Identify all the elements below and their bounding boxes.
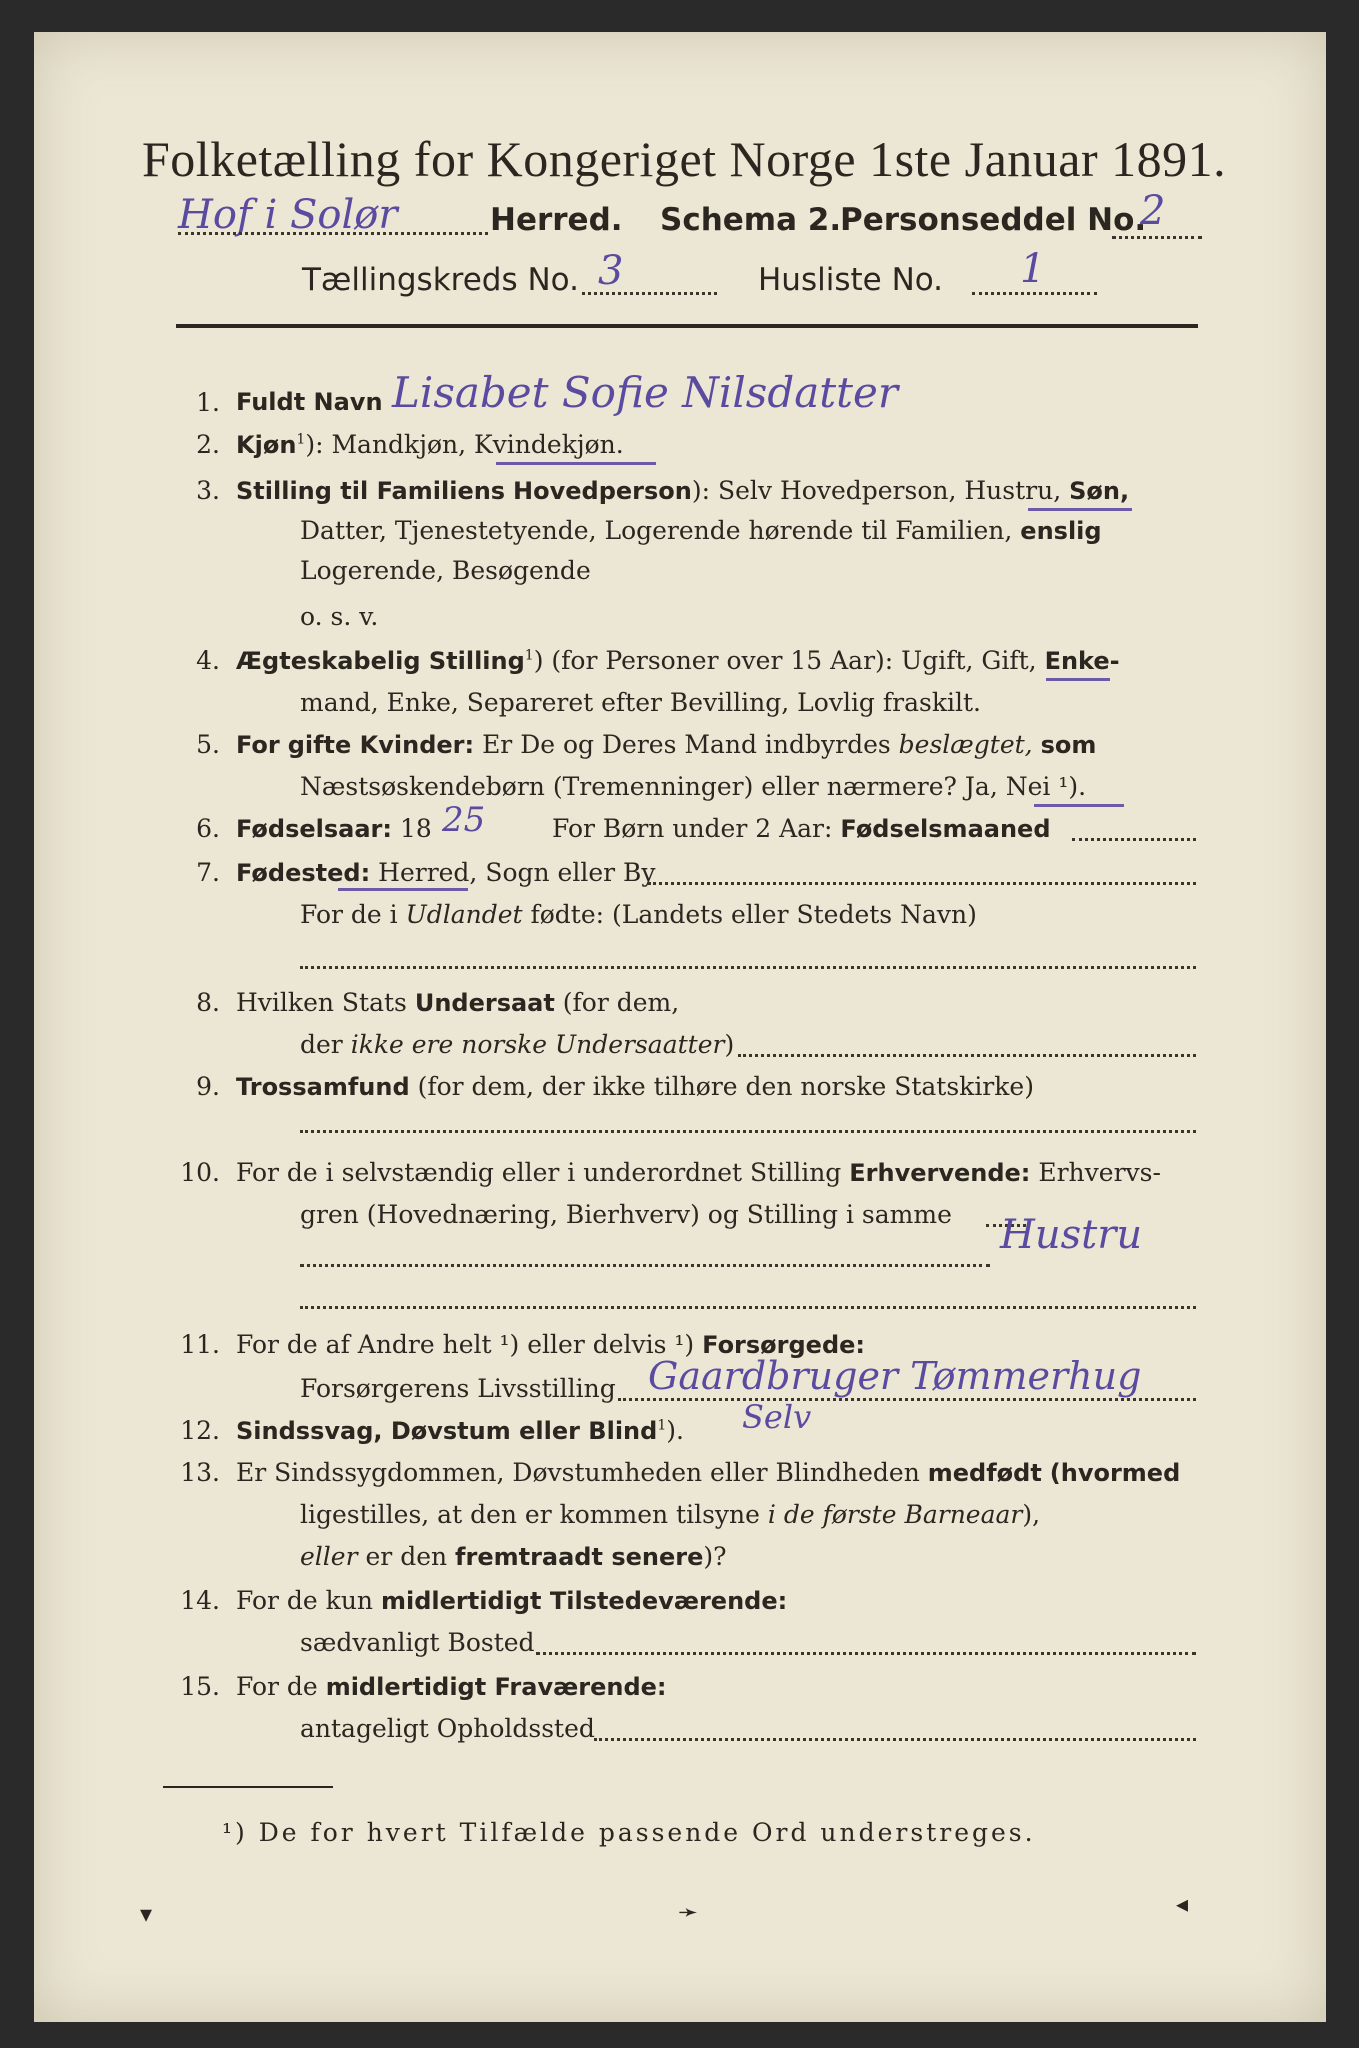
q10-label: Erhvervende: xyxy=(849,1159,1031,1187)
q2-text: ): Mandkjøn, Kvindekjøn. xyxy=(305,430,624,459)
q13-line2i: i de første Barneaar xyxy=(767,1500,1023,1529)
q3-line3: Logerende, Besøgende xyxy=(300,556,591,585)
q10-fill-line2 xyxy=(300,1264,990,1267)
taellingskreds-number: 3 xyxy=(598,248,624,294)
herred-fill-line xyxy=(178,232,488,235)
q4-sup: 1 xyxy=(524,647,534,664)
q11-answer: Gaardbruger Tømmerhug xyxy=(648,1354,1142,1398)
q2-label: Kjøn xyxy=(236,431,297,459)
q14-fill-line xyxy=(536,1652,1196,1655)
corner-mark-right: ◂ xyxy=(1176,1890,1189,1918)
q4-underline-gift xyxy=(1046,678,1110,681)
q4-line1 xyxy=(236,646,1120,675)
q10-number: 10. xyxy=(180,1158,220,1187)
q7-text: Herred, Sogn eller By xyxy=(378,858,656,887)
q3-line2a: Datter, Tjenestetyende, Logerende hørende til Familien, xyxy=(300,516,1013,545)
q9-number: 9. xyxy=(196,1072,220,1101)
q14-line2: sædvanligt Bosted xyxy=(300,1628,535,1657)
q7-line2i: Udlandet xyxy=(405,900,523,929)
q4-text-b: Enke- xyxy=(1044,647,1120,675)
q8-line2b: ) xyxy=(724,1030,735,1059)
q9-line xyxy=(236,1072,1034,1101)
q5-line2: Næstsøskendebørn (Tremenninger) eller nærmere? Ja, Nei ¹). xyxy=(300,772,1087,801)
q2-line xyxy=(236,430,624,459)
q10-text-b: Erhvervs- xyxy=(1038,1158,1161,1187)
q3-underline-hustru xyxy=(1028,508,1132,511)
q8-line2 xyxy=(300,1030,734,1059)
q4-text-a: ) (for Personer over 15 Aar): Ugift, Gift, xyxy=(533,646,1037,675)
q8-line2a: der xyxy=(300,1030,343,1059)
census-form-page xyxy=(34,32,1326,2022)
q13-text-b: (hvormed xyxy=(1049,1459,1181,1487)
q13-line2b: ), xyxy=(1022,1500,1041,1529)
q6-number: 6. xyxy=(196,814,220,843)
q6-year-answer: 25 xyxy=(442,800,486,840)
q7-line1 xyxy=(236,858,656,887)
q8-label-b: Undersaat xyxy=(414,989,555,1017)
q13-text-a: Er Sindssygdommen, Døvstumheden eller Blindheden xyxy=(236,1458,920,1487)
personseddel-fill-line xyxy=(1112,236,1202,239)
q3-line4: o. s. v. xyxy=(300,602,379,631)
q6-label2: Fødselsmaaned xyxy=(840,815,1051,843)
q3-line2b: enslig xyxy=(1020,517,1102,545)
personseddel-label: Personseddel No. xyxy=(840,202,1147,238)
q5-text-i: beslægtet, xyxy=(898,730,1033,759)
q11-fill-line xyxy=(618,1398,1196,1401)
q8-label-a: Hvilken Stats xyxy=(236,988,407,1017)
q10-fill-line3 xyxy=(300,1306,1196,1309)
q1-answer-name: Lisabet Sofie Nilsdatter xyxy=(392,368,898,417)
q2-number: 2. xyxy=(196,430,220,459)
q3-number: 3. xyxy=(196,476,220,505)
q5-underline-nei xyxy=(1034,804,1124,807)
q10-answer: Hustru xyxy=(1000,1212,1143,1258)
q4-number: 4. xyxy=(196,646,220,675)
q5-text-b: som xyxy=(1040,731,1097,759)
q3-line1 xyxy=(236,476,1129,505)
q14-label-b: midlertidigt Tilstedeværende: xyxy=(380,1587,788,1615)
q7-label: Fødested: xyxy=(236,859,371,887)
q13-line3 xyxy=(300,1542,727,1571)
taellingskreds-label: Tællingskreds No. xyxy=(302,262,579,298)
schema-label: Schema 2. xyxy=(660,202,842,238)
q5-label-a: For xyxy=(236,731,280,759)
herred-label: Herred. xyxy=(490,202,623,238)
q13-line3i: eller xyxy=(300,1542,358,1571)
q9-label: Trossamfund xyxy=(236,1073,410,1101)
q6-label: Fødselsaar: xyxy=(236,815,392,843)
q1-number: 1. xyxy=(196,388,220,417)
husliste-fill-line xyxy=(972,292,1097,295)
q2-underline-kvindekjon xyxy=(496,462,656,465)
q10-line2: gren (Hovednæring, Bierhverv) og Stilling i samme xyxy=(300,1200,952,1229)
q3-text-a: ): Selv Hovedperson, Hustru, xyxy=(691,476,1062,505)
q7-underline-herred xyxy=(338,888,468,891)
q10-line1 xyxy=(236,1158,1161,1187)
husliste-label: Husliste No. xyxy=(758,262,944,298)
q15-line1 xyxy=(236,1672,667,1701)
q15-label-a: For de xyxy=(236,1672,318,1701)
q14-line1 xyxy=(236,1586,787,1615)
q9-text: (for dem, der ikke tilhøre den norske Statskirke) xyxy=(417,1072,1034,1101)
q8-line2i: ikke ere norske Undersaatter xyxy=(350,1030,725,1059)
q6-fill-line xyxy=(1072,838,1196,841)
q8-fill-line xyxy=(738,1054,1196,1057)
q11-number: 11. xyxy=(180,1330,220,1359)
husliste-number: 1 xyxy=(1020,246,1046,292)
q15-number: 15. xyxy=(180,1672,220,1701)
q7-fill-line2 xyxy=(300,966,1196,969)
q11-text: For de af Andre helt ¹) eller delvis ¹) xyxy=(236,1330,695,1359)
header-rule xyxy=(176,324,1198,328)
q5-line1 xyxy=(236,730,1096,759)
q13-line3a: er den xyxy=(365,1542,448,1571)
footnote-rule xyxy=(163,1786,333,1788)
q8-line1 xyxy=(236,988,679,1017)
q13-label: medfødt xyxy=(927,1459,1042,1487)
q7-line2b: fødte: (Landets eller Stedets Navn) xyxy=(530,900,977,929)
q13-line1 xyxy=(236,1458,1180,1487)
herred-handwritten: Hof i Solør xyxy=(178,192,398,238)
q3-label-b: Hovedperson xyxy=(513,477,692,505)
q13-line3b: )? xyxy=(703,1542,727,1571)
q15-label-b: midlertidigt Fraværende: xyxy=(325,1673,667,1701)
q5-text-a: Er De og Deres Mand indbyrdes xyxy=(482,730,891,759)
q7-number: 7. xyxy=(196,858,220,887)
q3-line2 xyxy=(300,516,1102,545)
q12-line xyxy=(236,1416,684,1445)
q6-line xyxy=(236,814,432,843)
q13-line3label: fremtraadt senere xyxy=(455,1543,704,1571)
q7-line2 xyxy=(300,900,977,929)
q14-label-a: For de kun xyxy=(236,1586,374,1615)
q12-text: ). xyxy=(666,1416,684,1445)
corner-mark-center: ➛ xyxy=(678,1898,699,1926)
q6-text-inner: For Børn under 2 Aar: xyxy=(552,814,833,843)
q3-label-a: Stilling til Familiens xyxy=(236,477,506,505)
q6-text xyxy=(552,814,1051,843)
q11-answer2: Selv xyxy=(742,1398,812,1436)
personseddel-number: 2 xyxy=(1140,188,1166,234)
q14-number: 14. xyxy=(180,1586,220,1615)
q7-fill-line xyxy=(648,882,1196,885)
form-title: Folketælling for Kongeriget Norge 1ste Januar 1891. xyxy=(142,131,1227,187)
q13-number: 13. xyxy=(180,1458,220,1487)
q6-prefix: 18 xyxy=(399,814,432,843)
q12-label: Sindssvag, Døvstum eller Blind xyxy=(236,1417,658,1445)
q8-text: (for dem, xyxy=(562,988,680,1017)
q2-sup: 1 xyxy=(296,431,306,448)
q15-line2: antageligt Opholdssted xyxy=(300,1714,595,1743)
q9-fill-line xyxy=(300,1130,1196,1133)
q5-label-b: gifte Kvinder: xyxy=(287,731,475,759)
q11-line2: Forsørgerens Livsstilling xyxy=(300,1374,616,1403)
q4-label: Ægteskabelig Stilling xyxy=(236,647,525,675)
q13-line2 xyxy=(300,1500,1040,1529)
q11-label: Forsørgede: xyxy=(702,1331,866,1359)
q13-line2a: ligestilles, at den er kommen tilsyne xyxy=(300,1500,760,1529)
q7-line2a: For de i xyxy=(300,900,398,929)
q15-fill-line xyxy=(594,1738,1196,1741)
q1-label: Fuldt Navn xyxy=(236,388,383,416)
q3-text-b: Søn, xyxy=(1069,477,1130,505)
footnote: ¹) De for hvert Tilfælde passende Ord understreges. xyxy=(222,1818,1036,1847)
corner-mark-left: ▾ xyxy=(140,1900,153,1928)
q10-text-a: For de i selvstændig eller i underordnet Stilling xyxy=(236,1158,842,1187)
q5-number: 5. xyxy=(196,730,220,759)
q12-sup: 1 xyxy=(657,1417,667,1434)
q12-number: 12. xyxy=(180,1416,220,1445)
q8-number: 8. xyxy=(196,988,220,1017)
q4-line2: mand, Enke, Separeret efter Bevilling, Lovlig fraskilt. xyxy=(300,688,981,717)
